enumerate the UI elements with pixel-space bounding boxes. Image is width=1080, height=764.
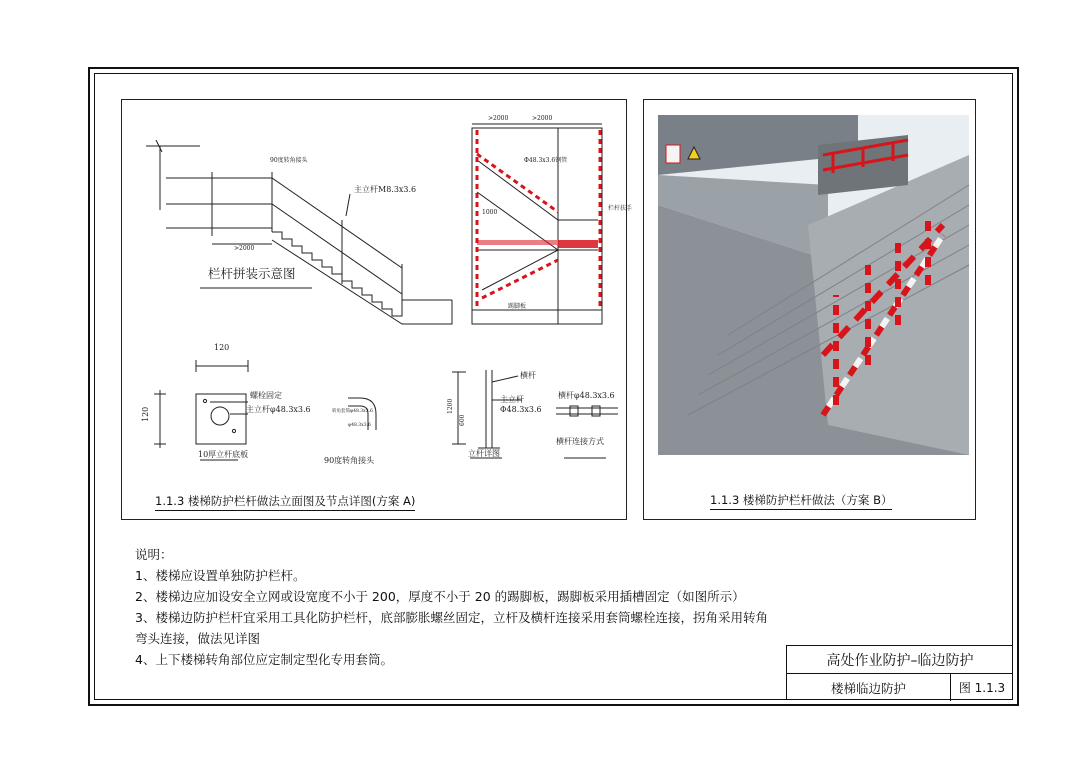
notes-heading: 说明： — [135, 547, 173, 562]
section-landing-guard — [477, 240, 557, 245]
label-pole-detail-1: 主立杆 — [500, 395, 524, 404]
assembly-title: 栏杆拼装示意图 — [208, 266, 296, 281]
label-pole-detail: 立杆详图 — [468, 449, 500, 458]
slab-edge — [146, 140, 200, 210]
pole-hole — [211, 407, 229, 425]
dim-pole-height — [452, 372, 466, 444]
label-main-pole-2: 主立杆φ48.3x3.6 — [246, 405, 311, 414]
label-dim-top-2: >2000 — [532, 115, 553, 122]
bolt-hole-2 — [232, 429, 235, 432]
bolt-hole-1 — [203, 399, 206, 402]
label-crossbar-connection: 横杆连接方式 — [556, 437, 604, 446]
label-dim-1000: 1000 — [482, 209, 498, 216]
note-item-2: 2、楼梯边应加设安全立网或设宽度不小于 200，厚度不小于 20 的踢脚板，踢脚板采用插槽固定（如图所示） — [135, 589, 745, 604]
title-block-number: 图 1.1.3 — [958, 681, 1006, 695]
label-bolt-fixed: 螺栓固定 — [250, 391, 282, 400]
label-plate: 10厚立杆底板 — [198, 450, 249, 459]
note-item-1: 1、楼梯应设置单独防护栏杆。 — [135, 568, 306, 583]
label-dim-600: 600 — [459, 414, 466, 426]
warning-sign-1 — [666, 145, 680, 163]
stair-profile — [272, 232, 452, 316]
stair-slab — [272, 240, 452, 324]
crossbar-pipes — [556, 408, 618, 414]
label-corner-small2: φ48.3x3.6 — [348, 423, 371, 428]
stair-railing-drawing — [122, 100, 633, 521]
notes-section — [135, 544, 775, 670]
title-block-category: 高处作业防护–临边防护 — [787, 646, 1013, 674]
label-corner-joint-small: 90度转角接头 — [270, 157, 308, 164]
label-corner-joint: 90度转角接头 — [324, 456, 375, 465]
stair-photo — [658, 115, 969, 455]
label-plate-height: 120 — [141, 406, 150, 422]
pole-detail-shape — [478, 370, 500, 448]
caption-b: 1.1.3 楼梯防护栏杆做法（方案 B） — [710, 492, 892, 510]
label-toe-board: 踢脚板 — [508, 303, 527, 310]
label-crossbar-2: 横杆φ48.3x3.6 — [558, 391, 615, 400]
title-block-name: 楼梯临边防护 — [787, 674, 951, 701]
label-dim-2000: >2000 — [234, 245, 255, 252]
label-crossbar: 横杆 — [520, 371, 536, 380]
note-item-4: 4、上下楼梯转角部位应定制定型化专用套筒。 — [135, 652, 393, 667]
label-handrail-small: 栏杆扶手 — [608, 205, 633, 212]
drawing-panel-a — [121, 99, 633, 520]
dim-plate-height — [154, 390, 166, 448]
section-rail-flight2 — [482, 260, 558, 298]
title-block — [786, 645, 1013, 700]
photo-panel-b — [643, 99, 976, 520]
label-plate-width: 120 — [214, 343, 230, 352]
label-pole-detail-2: Φ48.3x3.6 — [500, 405, 542, 414]
label-dim-top-1: >2000 — [488, 115, 509, 122]
label-corner-small1: 转角套筒φ48.3x3.6 — [332, 409, 373, 414]
note-item-3: 3、楼梯边防护栏杆宜采用工具化防护栏杆，底部膨胀螺丝固定，立杆及横杆连接采用套筒螺栓连接，拐角采用转角弯头连接，做法见详图 — [135, 610, 768, 646]
caption-a: 1.1.3 楼梯防护栏杆做法立面图及节点详图(方案 A) — [155, 493, 415, 511]
section-flights — [477, 160, 598, 290]
dim-plate-width — [196, 360, 248, 372]
section-toe-board — [558, 240, 598, 248]
leader-main-pole — [346, 194, 350, 216]
label-pipe-spec: Φ48.3x3.6钢管 — [524, 157, 568, 164]
label-dim-1200: 1200 — [447, 398, 454, 414]
label-main-pole: 主立杆M8.3x3.6 — [354, 185, 417, 194]
